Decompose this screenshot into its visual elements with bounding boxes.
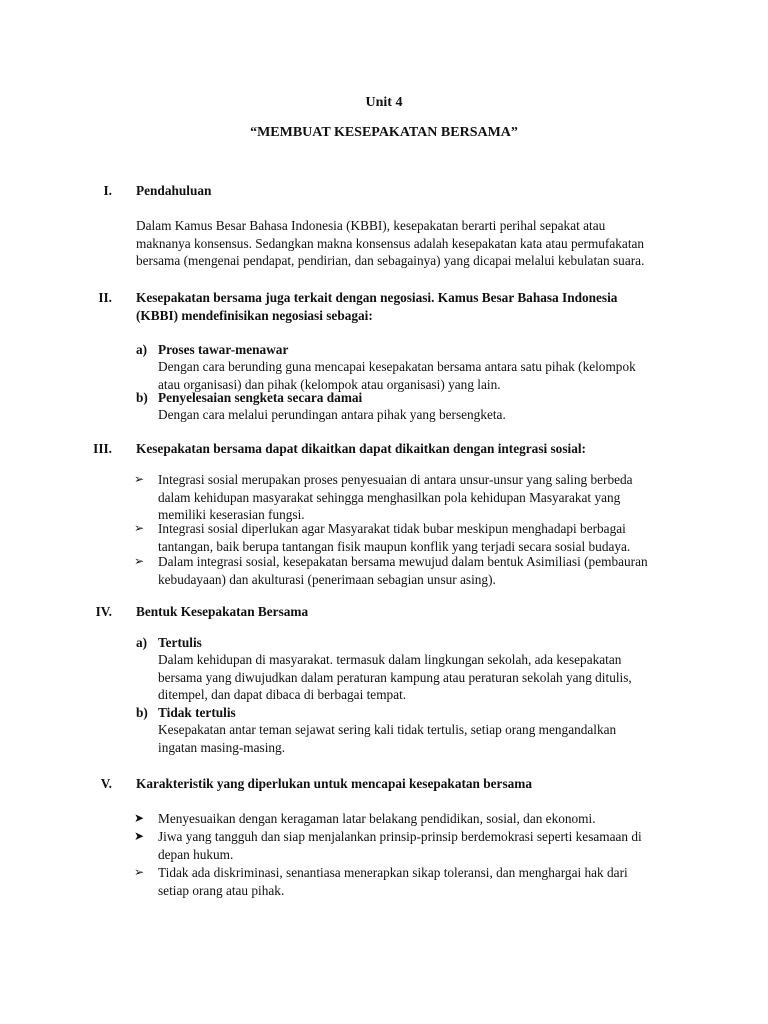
paragraph-line: Dalam Kamus Besar Bahasa Indonesia (KBBI), kesepakatan berarti perihal sepakat atau: [136, 218, 606, 233]
section-3-numeral: III.: [93, 441, 112, 456]
item-letter: b): [136, 390, 148, 405]
arrow-bullet-icon: ➢: [134, 865, 145, 879]
item-title-proses-tawar-menawar: Proses tawar-menawar: [158, 342, 289, 357]
item-body: [158, 406, 678, 424]
item-letter: a): [136, 635, 148, 650]
body-line: ingatan masing-masing.: [158, 739, 286, 755]
heading-line: (KBBI) mendefinisikan negosiasi sebagai:: [136, 307, 373, 323]
section-4-numeral: IV.: [95, 604, 112, 619]
list-line: Menyesuaikan dengan keragaman latar belakang pendidikan, sosial, dan ekonomi.: [158, 811, 596, 826]
paragraph-line: bersama (mengenai pendapat, pendirian, dan sebagainya) yang dicapai melalui kebulatan suara.: [136, 253, 645, 268]
body-line: ditempel, dan dapat dibaca di berbagai tempat.: [158, 687, 407, 702]
item-title-tidak-tertulis: Tidak tertulis: [158, 705, 236, 720]
list-item: [158, 864, 678, 899]
section-1-heading: Pendahuluan: [136, 183, 212, 198]
list-line: Integrasi sosial diperlukan agar Masyarakat tidak bubar meskipun menghadapi berbagai: [158, 521, 626, 536]
list-item: [158, 471, 678, 524]
list-item: [158, 553, 678, 588]
item-body: [158, 721, 678, 756]
list-item: [158, 810, 678, 828]
arrow-bullet-icon: ➢: [134, 554, 145, 568]
heading-line: Kesepakatan bersama juga terkait dengan negosiasi. Kamus Besar Bahasa Indonesia: [136, 290, 618, 305]
section-2-heading: [136, 289, 676, 324]
arrow-bullet-icon: ➤: [134, 829, 145, 843]
arrow-bullet-icon: ➢: [134, 472, 145, 486]
list-line: Dalam integrasi sosial, kesepakatan bersama mewujud dalam bentuk Asimiliasi (pembauran: [158, 554, 648, 569]
body-line: Dalam kehidupan di masyarakat. termasuk dalam lingkungan sekolah, ada kesepakatan: [158, 652, 622, 667]
body-line: Dengan cara berunding guna mencapai kesepakatan bersama antara satu pihak (kelompok: [158, 359, 636, 374]
section-2-numeral: II.: [98, 290, 112, 305]
unit-label: Unit 4: [365, 95, 403, 110]
section-3-heading: Kesepakatan bersama dapat dikaitkan dapat dikaitkan dengan integrasi sosial:: [136, 441, 586, 456]
paragraph-line: maknanya konsensus. Sedangkan makna konsensus adalah kesepakatan kata atau permufakatan: [136, 235, 645, 251]
arrow-bullet-icon: ➤: [134, 811, 145, 825]
list-line: kebudayaan) dan akulturasi (penerimaan sebagian unsur asing).: [158, 571, 496, 587]
item-letter: a): [136, 342, 148, 357]
section-5-numeral: V.: [100, 776, 112, 791]
list-line: Integrasi sosial merupakan proses penyesuaian di antara unsur-unsur yang saling berbeda: [158, 472, 633, 487]
section-1-paragraph: [136, 217, 676, 270]
section-5-heading: Karakteristik yang diperlukan untuk mencapai kesepakatan bersama: [136, 776, 533, 791]
item-title-tertulis: Tertulis: [158, 635, 202, 650]
list-line: depan hukum.: [158, 846, 234, 862]
list-line: Jiwa yang tangguh dan siap menjalankan prinsip-prinsip berdemokrasi seperti kesamaan di: [158, 829, 642, 844]
item-body: [158, 358, 678, 393]
section-1-numeral: I.: [103, 183, 112, 198]
body-line: bersama yang diwujudkan dalam peraturan kampung atau peraturan sekolah yang ditulis,: [158, 669, 632, 685]
item-title-penyelesaian-sengketa: Penyelesaian sengketa secara damai: [158, 390, 363, 405]
body-line: atau organisasi) dan pihak (kelompok atau organisasi) yang lain.: [158, 376, 501, 392]
list-item: [158, 828, 678, 863]
list-line: Tidak ada diskriminasi, senantiasa menerapkan sikap toleransi, dan menghargai hak dari: [158, 865, 628, 880]
list-item: [158, 520, 678, 555]
list-line: memiliki keserasian fungsi.: [158, 507, 305, 522]
body-line: Dengan cara melalui perundingan antara pihak yang bersengketa.: [158, 407, 506, 422]
body-line: Kesepakatan antar teman sejawat sering kali tidak tertulis, setiap orang mengandalkan: [158, 722, 617, 737]
item-body: [158, 651, 678, 704]
list-line: setiap orang atau pihak.: [158, 882, 285, 898]
arrow-bullet-icon: ➢: [134, 521, 145, 535]
list-line: tantangan, baik berupa tantangan fisik maupun konflik yang terjadi secara sosial budaya.: [158, 538, 631, 554]
item-letter: b): [136, 705, 148, 720]
list-line: dalam kehidupan masyarakat sehingga menghasilkan pola kehidupan Masyarakat yang: [158, 489, 621, 505]
document-title: “MEMBUAT KESEPAKATAN BERSAMA”: [250, 125, 518, 140]
section-4-heading: Bentuk Kesepakatan Bersama: [136, 604, 309, 619]
